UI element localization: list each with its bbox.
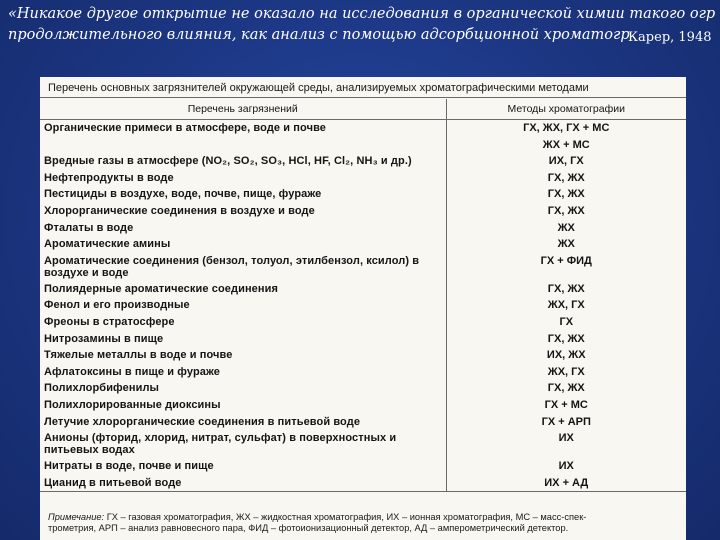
table-row — [40, 281, 686, 298]
method-cell: ГХ, ЖХ — [547, 171, 585, 184]
pollutant-cell: Органические примеси в атмосфере, воде и почве — [40, 120, 446, 137]
table-caption: Перечень основных загрязнителей окружающей среды, анализируемых хроматографическими методами — [40, 77, 686, 98]
table-row — [40, 430, 686, 458]
pollutant-cell: Фталаты в воде — [40, 220, 446, 237]
pollutant-cell: Полиядерные ароматические соединения — [40, 281, 446, 298]
footnote-label: Примечание: — [48, 512, 105, 522]
table-row — [40, 314, 686, 331]
method-cell: ГХ, ЖХ, ГХ + МС — [523, 122, 610, 134]
table-row — [40, 170, 686, 187]
pollutant-cell: Нефтепродукты в воде — [40, 170, 446, 187]
table-row — [40, 397, 686, 414]
pollutant-cell: Летучие хлорорганические соединения в питьевой воде — [40, 414, 446, 431]
footnote-text-1: ГХ – газовая хроматография, ЖХ – жидкостная хроматография, ИХ – ионная хроматография, МС – масс-спек- — [104, 512, 587, 522]
method-cell: ИХ — [558, 432, 574, 445]
pollutant-cell: Полихлорированные диоксины — [40, 397, 446, 414]
table-footnote — [48, 512, 680, 534]
pollutant-cell: Ароматические соединения (бензол, толуол, этилбензол, ксилол) в воздухе и воде — [40, 253, 446, 281]
footnote-text-2: трометрия, АРП – анализ равновесного пара, ФИД – фотоионизационный детектор, АД – амперометрический детектор. — [48, 523, 569, 533]
table-row — [40, 414, 686, 431]
method-cell: ГХ, ЖХ — [547, 332, 585, 345]
method-cell: ИХ, ЖХ — [546, 349, 586, 362]
pollutant-cell: Анионы (фторид, хлорид, нитрат, сульфат) в поверхностных и питьевых водах — [40, 430, 446, 458]
table-row — [40, 186, 686, 203]
pollutant-cell — [40, 137, 446, 154]
method-cell: ГХ — [559, 315, 574, 328]
table-row — [40, 253, 686, 281]
header-citation: Карер, 1948 — [628, 30, 712, 45]
method-cell: ЖХ, ГХ — [547, 299, 585, 312]
table-row — [40, 137, 686, 154]
method-cell: ГХ, ЖХ — [547, 204, 585, 217]
table-row — [40, 297, 686, 314]
slide-header — [8, 4, 720, 52]
pollutant-cell: Цианид в питьевой воде — [40, 475, 446, 492]
column-header-methods: Методы хроматографии — [446, 99, 686, 120]
method-cell: ЖХ — [557, 221, 575, 234]
pollutant-cell: Пестициды в воздухе, воде, почве, пище, фураже — [40, 186, 446, 203]
method-cell: ГХ, ЖХ — [547, 382, 585, 395]
pollutant-cell: Хлорорганические соединения в воздухе и воде — [40, 203, 446, 220]
table-row — [40, 236, 686, 253]
table-row — [40, 458, 686, 475]
method-cell: ЖХ + МС — [542, 138, 590, 151]
table-header-row — [40, 99, 686, 120]
column-header-pollutants: Перечень загрязнений — [40, 99, 446, 120]
table-row — [40, 364, 686, 381]
table-row — [40, 220, 686, 237]
pollutant-cell: Фенол и его производные — [40, 297, 446, 314]
pollutant-cell: Ароматические амины — [40, 236, 446, 253]
pollutant-cell: Афлатоксины в пище и фураже — [40, 364, 446, 381]
method-cell: ИХ, ГХ — [548, 155, 584, 168]
table-row — [40, 153, 686, 170]
method-cell: ГХ + АРП — [541, 415, 591, 428]
method-cell: ЖХ — [557, 238, 575, 251]
table-row — [40, 203, 686, 220]
pollutant-cell: Тяжелые металлы в воде и почве — [40, 347, 446, 364]
method-cell: ЖХ, ГХ — [547, 365, 585, 378]
pollutants-table — [40, 99, 686, 492]
table-row — [40, 120, 686, 137]
table-row — [40, 331, 686, 348]
pollutant-cell: Нитрозамины в пище — [40, 331, 446, 348]
method-cell: ГХ + ФИД — [540, 254, 592, 267]
table-row — [40, 380, 686, 397]
pollutant-cell: Фреоны в стратосфере — [40, 314, 446, 331]
header-quote-line-2: продолжительного влияния, как анализ с помощью адсорбционной хроматогр — [8, 27, 630, 43]
header-quote-line-1: «Никакое другое открытие не оказало на исследования в органической химии такого огр — [8, 6, 716, 22]
scanned-table-document — [40, 77, 686, 540]
method-cell: ГХ, ЖХ — [547, 282, 585, 295]
pollutant-cell: Вредные газы в атмосфере (NO₂, SO₂, SO₃, HCl, HF, Cl₂, NH₃ и др.) — [40, 153, 446, 170]
method-cell: ГХ + МС — [544, 398, 588, 411]
method-cell: ИХ + АД — [446, 475, 686, 492]
pollutant-cell: Полихлорбифенилы — [40, 380, 446, 397]
table-row — [40, 347, 686, 364]
table-row — [40, 475, 686, 492]
method-cell: ИХ — [558, 460, 574, 473]
method-cell: ГХ, ЖХ — [547, 188, 585, 201]
pollutant-cell: Нитраты в воде, почве и пище — [40, 458, 446, 475]
